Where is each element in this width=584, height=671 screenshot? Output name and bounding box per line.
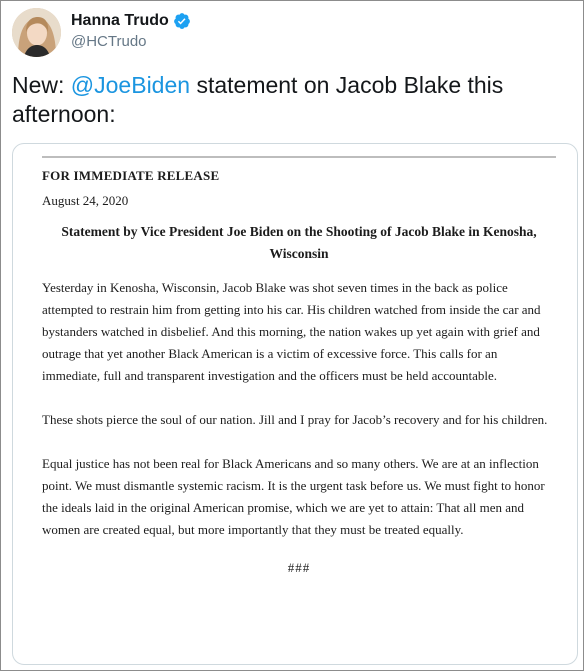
end-mark: ### <box>287 560 311 575</box>
statement-paragraph: Equal justice has not been real for Black Americans and so many others. We are at an inflection point. We must dismantle systemic racism. It is the urgent task before us. We must fight to honor the ideals laid in the original American promise, which we are yet to attain: That all men and women are created equal, but more importantly that they must be treated equally. <box>42 456 545 537</box>
author-handle[interactable]: @HCTrudo <box>71 33 147 50</box>
statement-date: August 24, 2020 <box>42 193 129 208</box>
statement-image[interactable] <box>12 143 578 665</box>
statement-paragraph: Yesterday in Kenosha, Wisconsin, Jacob Blake was shot seven times in the back as police attempted to restrain him from getting into his car. His children watched from inside the car and bystanders watched in disbelief. And this morning, the nation wakes up yet again with grief and outrage that yet another Black American is a victim of excessive force. This calls for an immediate, full and transparent investigation and the officers must be held accountable. <box>42 280 541 383</box>
verified-badge-icon <box>173 12 191 30</box>
author-name[interactable]: Hanna Trudo <box>71 12 169 29</box>
mention-link[interactable]: @JoeBiden <box>70 72 191 98</box>
tweet-text-suffix: statement on Jacob Blake this afternoon: <box>12 72 504 127</box>
statement-document <box>42 168 556 576</box>
tweet-text <box>12 71 572 129</box>
author-name-row[interactable] <box>71 12 191 30</box>
release-label: FOR IMMEDIATE RELEASE <box>42 168 220 183</box>
header-rule <box>42 156 556 158</box>
avatar[interactable] <box>12 8 61 57</box>
tweet-text-prefix: New: <box>12 72 71 98</box>
profile-photo-icon <box>12 8 61 57</box>
statement-title: Statement by Vice President Joe Biden on the Shooting of Jacob Blake in Kenosha, Wisconsin <box>61 224 537 261</box>
statement-paragraph: These shots pierce the soul of our nation. Jill and I pray for Jacob’s recovery and for his children. <box>42 412 548 427</box>
